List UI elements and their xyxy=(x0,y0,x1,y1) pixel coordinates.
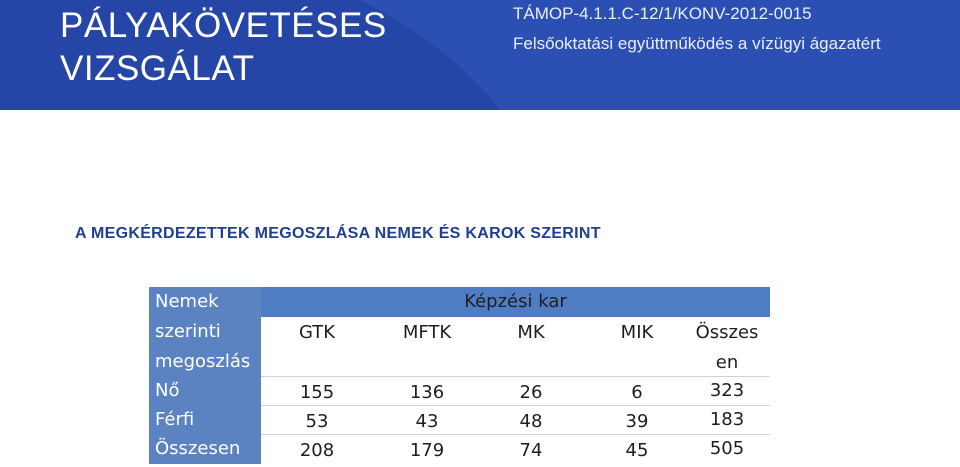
header-banner xyxy=(0,0,960,110)
row-label-ferfi: Férfi xyxy=(155,409,195,430)
section-title: A MEGKÉRDEZETTEK MEGOSZLÁSA NEMEK ÉS KAROK SZERINT xyxy=(75,225,601,242)
row-header-line1: Nemek xyxy=(155,291,219,312)
column-header-gtk: GTK xyxy=(298,322,336,343)
column-header-total-line2: en xyxy=(715,352,739,373)
table-cell: 155 xyxy=(299,382,335,403)
table-cell: 48 xyxy=(519,411,543,432)
column-header-total-line1: Összes xyxy=(695,322,759,343)
column-header-mik: MIK xyxy=(620,322,654,343)
table-cell-total: 183 xyxy=(709,409,745,430)
table-cell-total: 505 xyxy=(709,438,745,459)
row-header-line2: szerinti xyxy=(155,321,221,342)
table-cell: 179 xyxy=(409,440,445,461)
table-cell: 45 xyxy=(625,440,649,461)
table-cell: 6 xyxy=(631,382,643,403)
table-cell: 208 xyxy=(299,440,335,461)
page-title xyxy=(60,4,387,90)
table-cell-total: 323 xyxy=(709,380,745,401)
row-header-line3: megoszlás xyxy=(155,351,251,372)
table-cell: 26 xyxy=(519,382,543,403)
project-code: TÁMOP-4.1.1.C-12/1/KONV-2012-0015 xyxy=(513,4,812,23)
table-cell: 136 xyxy=(409,382,445,403)
page-title-line1: PÁLYAKÖVETÉSES xyxy=(60,6,387,45)
page-title-line2: VIZSGÁLAT xyxy=(60,49,255,88)
table-cell: 39 xyxy=(625,411,649,432)
distribution-table xyxy=(149,287,770,464)
column-header-mftk: MFTK xyxy=(402,322,452,343)
row-label-no: Nő xyxy=(155,380,180,401)
table-cell: 74 xyxy=(519,440,543,461)
row-label-osszesen: Összesen xyxy=(155,438,241,459)
table-cell: 43 xyxy=(415,411,439,432)
column-header-mk: MK xyxy=(517,322,545,343)
table-cell: 53 xyxy=(305,411,329,432)
group-header: Képzési kar xyxy=(261,287,770,317)
project-subtitle: Felsőoktatási együttműködés a vízügyi ágazatért xyxy=(513,34,881,53)
